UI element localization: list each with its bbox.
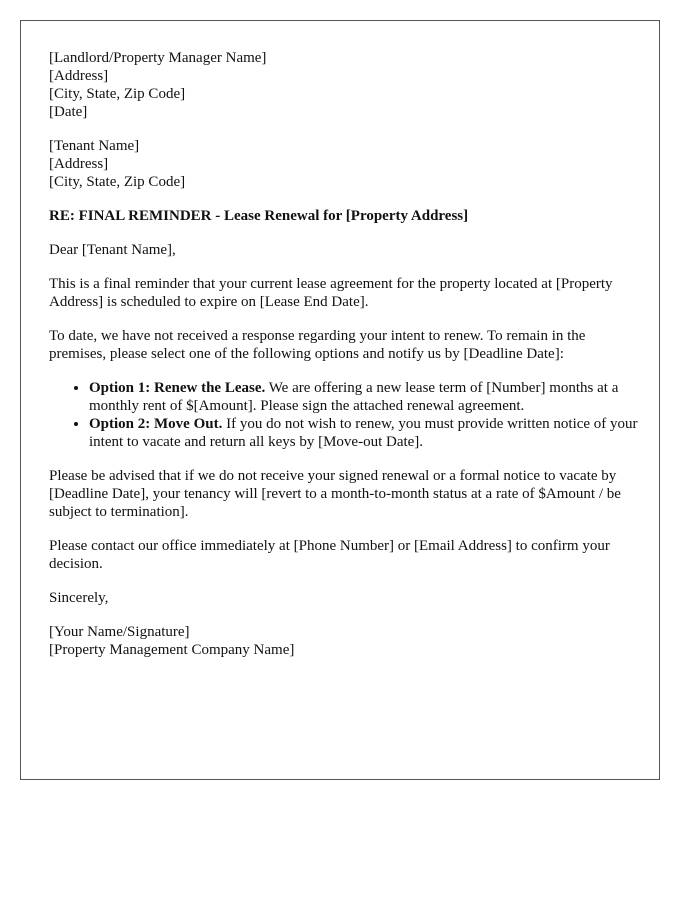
recipient-city-state-zip: [City, State, Zip Code] xyxy=(49,174,186,190)
signature-company: [Property Management Company Name] xyxy=(49,642,295,658)
signature-block xyxy=(49,623,641,659)
paragraph-options-intro: To date, we have not received a response regarding your intent to renew. To remain in the premises, please select one of the following options and notify us by [Deadline Date]: xyxy=(49,328,586,362)
recipient-address: [Address] xyxy=(49,156,109,172)
salutation: Dear [Tenant Name], xyxy=(49,242,176,258)
paragraph-contact: Please contact our office immediately at [Phone Number] or [Email Address] to confirm your decision. xyxy=(49,538,610,572)
sender-name: [Landlord/Property Manager Name] xyxy=(49,50,267,66)
subject-line: RE: FINAL REMINDER - Lease Renewal for [Property Address] xyxy=(49,208,469,224)
recipient-name: [Tenant Name] xyxy=(49,138,140,154)
letter-body xyxy=(49,49,641,675)
option-2-text: If you do not wish to renew, you must provide written notice of your intent to vacate and return all keys by [Move-out Date]. xyxy=(89,416,638,450)
sender-city-state-zip: [City, State, Zip Code] xyxy=(49,86,186,102)
list-item-option-2 xyxy=(89,415,641,451)
options-list xyxy=(49,379,641,451)
sender-block xyxy=(49,49,641,121)
letter-date: [Date] xyxy=(49,104,88,120)
recipient-block xyxy=(49,137,641,191)
list-item-option-1 xyxy=(89,379,641,415)
letter-page xyxy=(20,20,660,780)
signature-name: [Your Name/Signature] xyxy=(49,624,190,640)
option-1-title: Option 1: Renew the Lease. xyxy=(89,380,266,396)
paragraph-intro: This is a final reminder that your current lease agreement for the property located at [Property Address] is scheduled to expire on [Lease End Date]. xyxy=(49,276,613,310)
sender-address: [Address] xyxy=(49,68,109,84)
paragraph-advisory: Please be advised that if we do not receive your signed renewal or a formal notice to vacate by [Deadline Date], your tenancy will [revert to a month-to-month status at a rate of $Amount / be subject to termination]. xyxy=(49,468,621,520)
option-2-title: Option 2: Move Out. xyxy=(89,416,223,432)
closing: Sincerely, xyxy=(49,590,109,606)
option-1-text: We are offering a new lease term of [Number] months at a monthly rent of $[Amount]. Please sign the attached renewal agreement. xyxy=(89,380,619,414)
